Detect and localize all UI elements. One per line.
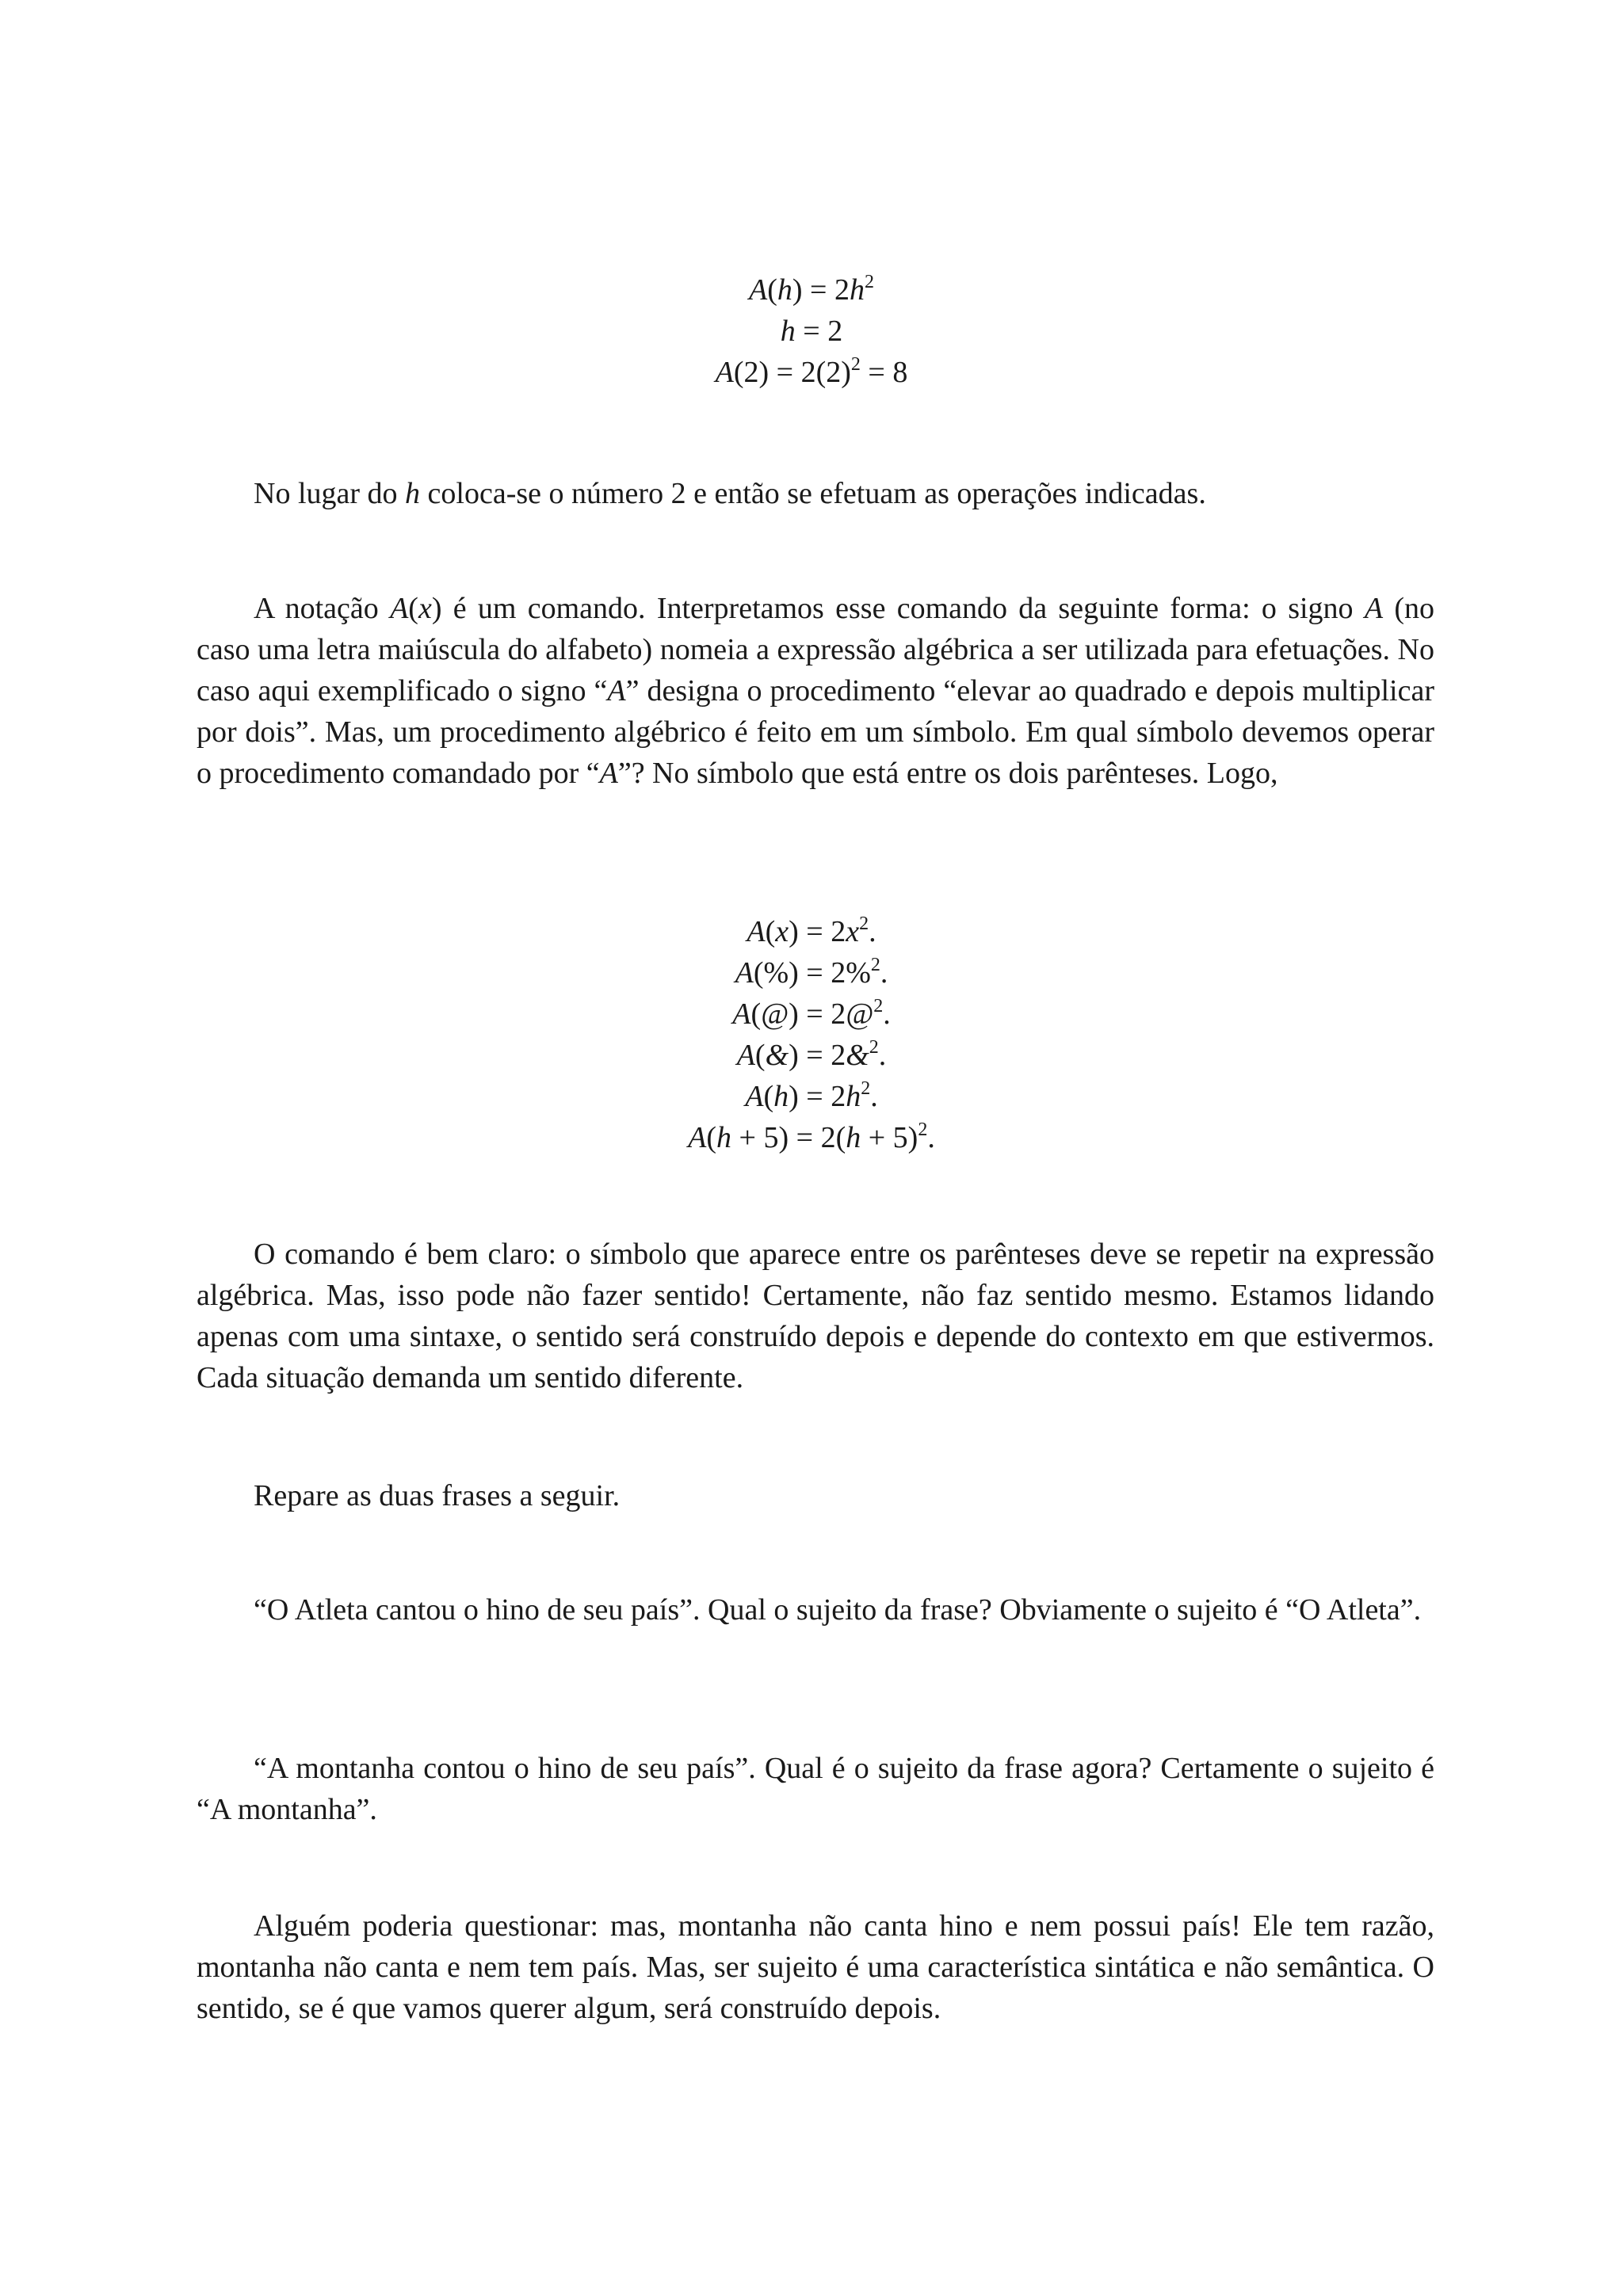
eq-text: + 5) = 2( xyxy=(731,1121,846,1154)
eq-text: (2) = 2(2) xyxy=(733,356,851,389)
eq-symbol: A xyxy=(688,1121,707,1154)
eq-text: % xyxy=(846,956,871,990)
eq-text: . xyxy=(883,997,891,1031)
eq-text: = 8 xyxy=(860,356,908,389)
paragraph-7 xyxy=(197,1905,1434,2029)
eq-exponent: 2 xyxy=(873,996,884,1016)
equation-line xyxy=(0,952,1623,994)
eq-symbol: h xyxy=(846,1080,861,1113)
paragraph-text: Alguém poderia questionar: mas, montanha não canta hino e nem possui país! Ele tem razão, montanha não canta e nem tem país. Mas, ser sujeito é uma característica sintática e não semântica. O sentido, se é que vamos querer algum, será construído depois. xyxy=(197,1909,1434,2025)
math-variable: A xyxy=(607,674,626,707)
equation-line xyxy=(0,352,1623,393)
eq-symbol: h xyxy=(777,273,792,307)
paragraph-2 xyxy=(197,588,1434,794)
eq-text: . xyxy=(927,1121,935,1154)
text-run: A notação xyxy=(254,592,391,625)
eq-symbol: A xyxy=(735,956,754,990)
paragraph-6 xyxy=(197,1748,1434,1830)
math-variable: x xyxy=(418,592,432,625)
equation-line xyxy=(0,1076,1623,1117)
eq-symbol: & xyxy=(846,1039,869,1072)
eq-text: + 5) xyxy=(861,1121,918,1154)
eq-text: . xyxy=(878,1039,887,1072)
paragraph-3 xyxy=(197,1234,1434,1398)
eq-symbol: & xyxy=(765,1039,789,1072)
math-variable: A xyxy=(599,757,618,790)
eq-text: ( xyxy=(765,915,776,948)
eq-symbol: @ xyxy=(846,997,874,1031)
equation-line xyxy=(0,994,1623,1035)
text-run: ” designa o procedimento “elevar ao quadrado e depois multiplicar por dois”. Mas, um procedimento algébrico é feito em um símbolo. Em qual símbolo devemos operar o procedimento comandado por “ xyxy=(197,674,1434,790)
eq-text: = 2 xyxy=(795,315,843,348)
eq-symbol: x xyxy=(775,915,789,948)
paragraph-text: Repare as duas frases a seguir. xyxy=(254,1479,621,1512)
text-run: ) é um comando. Interpretamos esse comando da seguinte forma: o signo xyxy=(431,592,1365,625)
eq-text: % xyxy=(763,956,789,990)
equation-line xyxy=(0,269,1623,311)
eq-exponent: 2 xyxy=(864,272,874,292)
paragraph-1 xyxy=(197,473,1434,514)
text-run: ”? No símbolo que está entre os dois parênteses. Logo, xyxy=(617,757,1278,790)
equation-line xyxy=(0,1117,1623,1158)
paragraph-text: O comando é bem claro: o símbolo que aparece entre os parênteses deve se repetir na expressão algébrica. Mas, isso pode não fazer sentido! Certamente, não faz sentido mesmo. Estamos lidando apenas com uma sintaxe, o sentido será construído depois e depende do contexto em que estivermos. Cada situação demanda um sentido diferente. xyxy=(197,1238,1434,1394)
eq-text: . xyxy=(869,915,876,948)
eq-text: ( xyxy=(754,1039,766,1072)
eq-text: . xyxy=(880,956,888,990)
eq-text: ) = 2 xyxy=(789,1039,846,1072)
eq-text: ( xyxy=(753,956,764,990)
paragraph-5 xyxy=(197,1589,1434,1630)
eq-symbol: h xyxy=(716,1121,732,1154)
eq-symbol: A xyxy=(747,915,766,948)
eq-symbol: A xyxy=(745,1080,764,1113)
eq-text: ) = 2 xyxy=(789,956,846,990)
math-variable: h xyxy=(405,477,421,510)
text-run: (no caso uma letra maiúscula do alfabeto) nomeia a expressão algébrica a ser utilizada para efetuações. No caso aqui exemplificado o signo “ xyxy=(197,592,1434,707)
eq-text: ( xyxy=(750,997,762,1031)
eq-text: ( xyxy=(763,1080,774,1113)
equation-block-top xyxy=(0,269,1623,393)
eq-symbol: h xyxy=(849,273,865,307)
math-variable: A xyxy=(390,592,409,625)
equation-line xyxy=(0,1035,1623,1076)
eq-symbol: @ xyxy=(761,997,789,1031)
eq-text: . xyxy=(870,1080,878,1113)
eq-text: ( xyxy=(767,273,777,307)
eq-exponent: 2 xyxy=(918,1119,928,1140)
eq-symbol: A xyxy=(715,356,734,389)
paragraph-text xyxy=(197,473,1434,514)
eq-text: ) = 2 xyxy=(792,273,850,307)
equation-line xyxy=(0,311,1623,352)
paragraph-4 xyxy=(197,1475,1434,1516)
eq-symbol: h xyxy=(773,1080,789,1113)
eq-symbol: A xyxy=(736,1039,755,1072)
eq-text: ( xyxy=(706,1121,717,1154)
paragraph-text: “A montanha contou o hino de seu país”. Qual é o sujeito da frase agora? Certamente o sujeito é “A montanha”. xyxy=(197,1752,1434,1826)
paragraph-text xyxy=(197,588,1434,794)
text-run: coloca-se o número 2 e então se efetuam as operações indicadas. xyxy=(420,477,1206,510)
equation-line xyxy=(0,911,1623,952)
math-variable: A xyxy=(1364,592,1384,625)
eq-exponent: 2 xyxy=(850,354,861,375)
eq-symbol: h xyxy=(780,315,796,348)
eq-exponent: 2 xyxy=(859,913,869,934)
eq-symbol: h xyxy=(846,1121,861,1154)
eq-exponent: 2 xyxy=(870,955,880,975)
text-run: No lugar do xyxy=(254,477,406,510)
paragraph-text: “O Atleta cantou o hino de seu país”. Qual o sujeito da frase? Obviamente o sujeito é “O Atleta”. xyxy=(254,1593,1422,1627)
eq-symbol: A xyxy=(749,273,768,307)
eq-text: ) = 2 xyxy=(789,915,846,948)
eq-symbol: x xyxy=(846,915,860,948)
equation-block-middle xyxy=(0,911,1623,1158)
eq-exponent: 2 xyxy=(869,1037,879,1058)
text-run: ( xyxy=(408,592,418,625)
eq-text: ) = 2 xyxy=(789,1080,846,1113)
eq-symbol: A xyxy=(732,997,751,1031)
eq-exponent: 2 xyxy=(861,1078,871,1099)
eq-text: ) = 2 xyxy=(789,997,846,1031)
